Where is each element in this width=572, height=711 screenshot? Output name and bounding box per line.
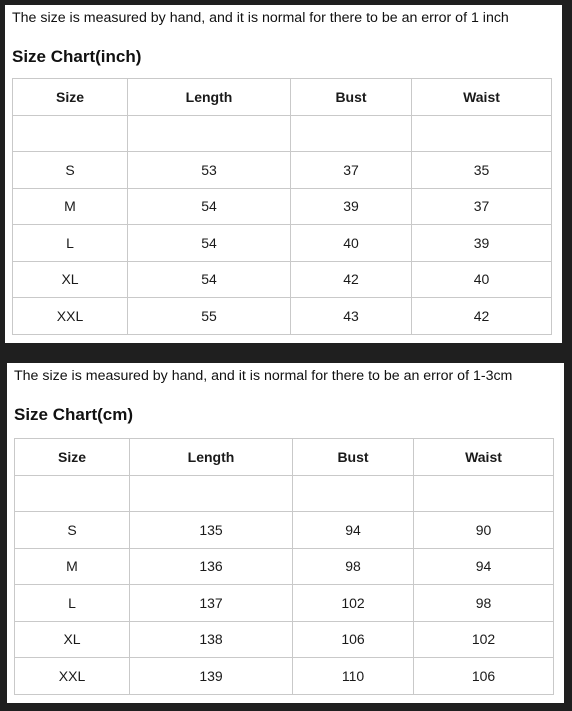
cell-bust: 106	[293, 621, 414, 658]
cell-waist: 35	[412, 152, 552, 189]
table-row	[13, 115, 552, 152]
table-row	[13, 298, 552, 335]
cell-length: 54	[128, 188, 291, 225]
table-row	[13, 261, 552, 298]
table-row	[15, 475, 554, 512]
table-row	[15, 512, 554, 549]
measurement-note: The size is measured by hand, and it is normal for there to be an error of 1 inch	[12, 10, 509, 26]
chart-title: Size Chart(inch)	[12, 47, 142, 66]
header-size: Size	[13, 79, 128, 116]
table-header-row	[15, 439, 554, 476]
cell-length: 55	[128, 298, 291, 335]
cell-length: 54	[128, 261, 291, 298]
cell-bust	[293, 475, 414, 512]
cell-waist: 102	[414, 621, 554, 658]
table-row	[15, 585, 554, 622]
cell-size: XL	[15, 621, 130, 658]
cell-bust: 40	[291, 225, 412, 262]
cell-waist	[414, 475, 554, 512]
cell-bust: 43	[291, 298, 412, 335]
cell-size: S	[13, 152, 128, 189]
cell-waist: 94	[414, 548, 554, 585]
cell-bust: 37	[291, 152, 412, 189]
cell-bust: 94	[293, 512, 414, 549]
header-bust: Bust	[291, 79, 412, 116]
cell-bust: 110	[293, 658, 414, 695]
cell-bust: 98	[293, 548, 414, 585]
header-length: Length	[128, 79, 291, 116]
size-table-cm	[14, 438, 554, 695]
cell-waist: 90	[414, 512, 554, 549]
cell-waist: 40	[412, 261, 552, 298]
cell-size	[15, 475, 130, 512]
table-row	[15, 621, 554, 658]
cell-length	[130, 475, 293, 512]
cell-size: M	[13, 188, 128, 225]
cell-waist: 42	[412, 298, 552, 335]
table-header-row	[13, 79, 552, 116]
cell-waist: 106	[414, 658, 554, 695]
cell-size	[13, 115, 128, 152]
header-size: Size	[15, 439, 130, 476]
table-row	[15, 548, 554, 585]
table-row	[15, 658, 554, 695]
cell-waist: 37	[412, 188, 552, 225]
size-table-inch	[12, 78, 552, 335]
header-waist: Waist	[414, 439, 554, 476]
cell-bust: 42	[291, 261, 412, 298]
cell-length: 137	[130, 585, 293, 622]
table-row	[13, 225, 552, 262]
cell-length: 138	[130, 621, 293, 658]
table-row	[13, 188, 552, 225]
cell-size: XXL	[13, 298, 128, 335]
cell-length: 136	[130, 548, 293, 585]
size-chart-inch-panel	[5, 5, 562, 343]
cell-size: XXL	[15, 658, 130, 695]
cell-size: L	[15, 585, 130, 622]
cell-length: 135	[130, 512, 293, 549]
measurement-note: The size is measured by hand, and it is normal for there to be an error of 1-3cm	[14, 368, 513, 384]
header-bust: Bust	[293, 439, 414, 476]
cell-length: 53	[128, 152, 291, 189]
cell-bust	[291, 115, 412, 152]
cell-waist: 39	[412, 225, 552, 262]
cell-waist	[412, 115, 552, 152]
header-length: Length	[130, 439, 293, 476]
header-waist: Waist	[412, 79, 552, 116]
cell-size: L	[13, 225, 128, 262]
cell-bust: 102	[293, 585, 414, 622]
chart-title: Size Chart(cm)	[14, 405, 134, 424]
cell-size: M	[15, 548, 130, 585]
cell-length: 139	[130, 658, 293, 695]
cell-length	[128, 115, 291, 152]
cell-size: XL	[13, 261, 128, 298]
cell-bust: 39	[291, 188, 412, 225]
cell-size: S	[15, 512, 130, 549]
size-chart-cm-panel	[7, 363, 564, 703]
cell-length: 54	[128, 225, 291, 262]
cell-waist: 98	[414, 585, 554, 622]
table-row	[13, 152, 552, 189]
